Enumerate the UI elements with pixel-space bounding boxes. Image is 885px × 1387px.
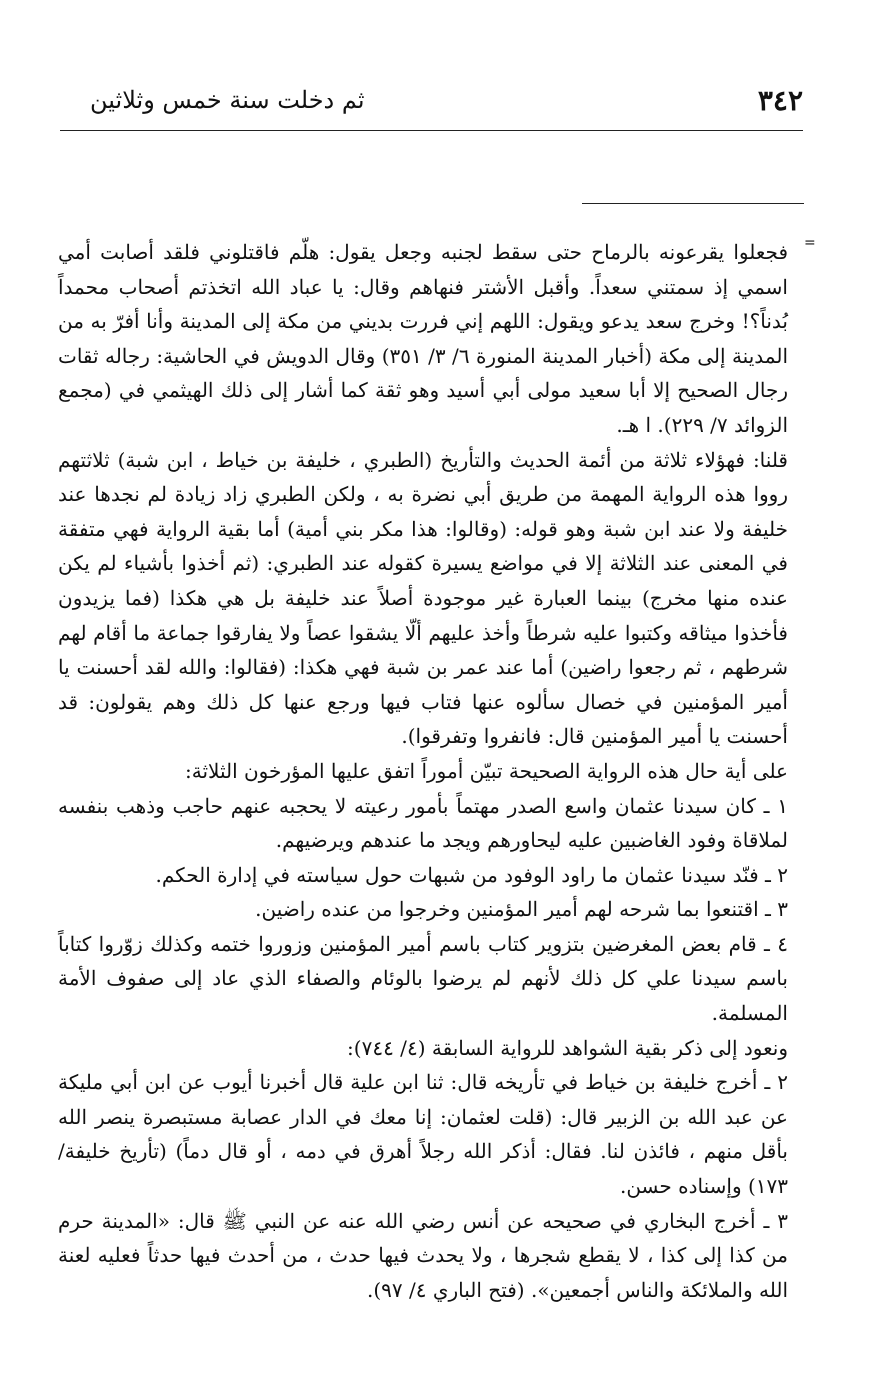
list-item: ٢ ـ فنّد سيدنا عثمان ما راود الوفود من شبهات حول سياسته في إدارة الحكم. xyxy=(155,862,788,887)
footnote-body xyxy=(58,235,788,1307)
footnote-divider xyxy=(582,203,804,204)
list-item: ٣ ـ اقتنعوا بما شرحه لهم أمير المؤمنين وخرجوا من عنده راضين. xyxy=(255,897,788,922)
paragraph: على أية حال هذه الرواية الصحيحة تبيّن أموراً اتفق عليها المؤرخون الثلاثة: xyxy=(184,758,788,783)
page-header xyxy=(60,84,803,131)
list-item: ٣ ـ أخرج البخاري في صحيحه عن أنس رضي الله عنه عن النبي ﷺ قال: «المدينة حرم من كذا إلى كذا ، لا يقطع شجرها ، ولا يحدث فيها حدث ، من أحدث فيها حدثاً فعليه لعنة الله والملائكة والناس أجمعين». (فتح الباري ٤/ ٩٧). xyxy=(58,1208,788,1302)
page-number: ٣٤٢ xyxy=(757,84,803,117)
footnote-continuation-marker: = xyxy=(804,235,816,251)
paragraph: ونعود إلى ذكر بقية الشواهد للرواية السابقة (٤/ ٧٤٤): xyxy=(347,1035,788,1060)
list-item: ٤ ـ قام بعض المغرضين بتزوير كتاب باسم أمير المؤمنين وزوروا ختمه وكذلك زوّروا كتاباً باسم سيدنا علي كل ذلك لأنهم لم يرضوا بالوئام والصفاء الذي عاد إلى صفوف الأمة المسلمة. xyxy=(58,931,788,1026)
list-item: ١ ـ كان سيدنا عثمان واسع الصدر مهتماً بأمور رعيته لا يحجبه عنهم حاجب وذهب بنفسه لملاقاة وفود الغاضبين عليه ليحاورهم ويجد ما عندهم ويرضيهم. xyxy=(58,793,788,853)
paragraph: فجعلوا يقرعونه بالرماح حتى سقط لجنبه وجعل يقول: هلّم فاقتلوني فلقد أصابت أمي اسمي إذ سمتني سعداً. وأقبل الأشتر فنهاهم وقال: يا عباد الله اتخذتم أصحاب محمداً بُدناً؟! وخرج سعد يدعو ويقول: اللهم إني فررت بديني من مكة إلى المدينة وأنا أفرّ به من المدينة إلى مكة (أخبار المدينة المنورة ٦/ ٣/ ٣٥١) وقال الدويش في الحاشية: رجاله ثقات رجال الصحيح إلا أبا سعيد مولى أبي أسيد وهو ثقة كما أشار إلى ذلك الهيثمي في (مجمع الزوائد ٧/ ٢٢٩). ا هـ. xyxy=(58,240,788,437)
running-title: ثم دخلت سنة خمس وثلاثين xyxy=(90,86,365,114)
paragraph: قلنا: فهؤلاء ثلاثة من أئمة الحديث والتأريخ (الطبري ، خليفة بن خياط ، ابن شبة) ثلاثتهم رووا هذه الرواية المهمة من طريق أبي نضرة به ، ولكن الطبري زاد زيادة لم نجدها عند خليفة ولا عند ابن شبة وهو قوله: (وقالوا: هذا مكر بني أمية) أما بقية الرواية فهي متفقة في المعنى عند الثلاثة إلا في مواضع يسيرة كقوله عند الطبري: (ثم أخذوا بأشياء لم يكن عنده منها مخرج) بينما العبارة غير موجودة أصلاً عند خليفة بل هي هكذا (فما يزيدون فأخذوا ميثاقه وكتبوا عليه شرطاً وأخذ عليهم ألّا يشقوا عصاً ولا يفارقوا جماعة ما أقام لهم شرطهم ، ثم رجعوا راضين) أما عند عمر بن شبة فهي هكذا: (فقالوا: والله لقد أحسنت يا أمير المؤمنين في خصال سألوه عنها فتاب فيها ورجع عنها كل ذلك وهم يقولون: قد أحسنت يا أمير المؤمنين قال: فانفروا وتفرقوا). xyxy=(58,447,788,749)
list-item: ٢ ـ أخرج خليفة بن خياط في تأريخه قال: ثنا ابن علية قال أخبرنا أيوب عن ابن أبي مليكة عن عبد الله بن الزبير قال: (قلت لعثمان: إنا معك في الدار عصابة مستبصرة ينصر الله بأقل منهم ، فائذن لنا. فقال: أذكر الله رجلاً أهرق في دمه ، أو قال دماً) (تأريخ خليفة/ ١٧٣) وإسناده حسن. xyxy=(58,1070,788,1199)
